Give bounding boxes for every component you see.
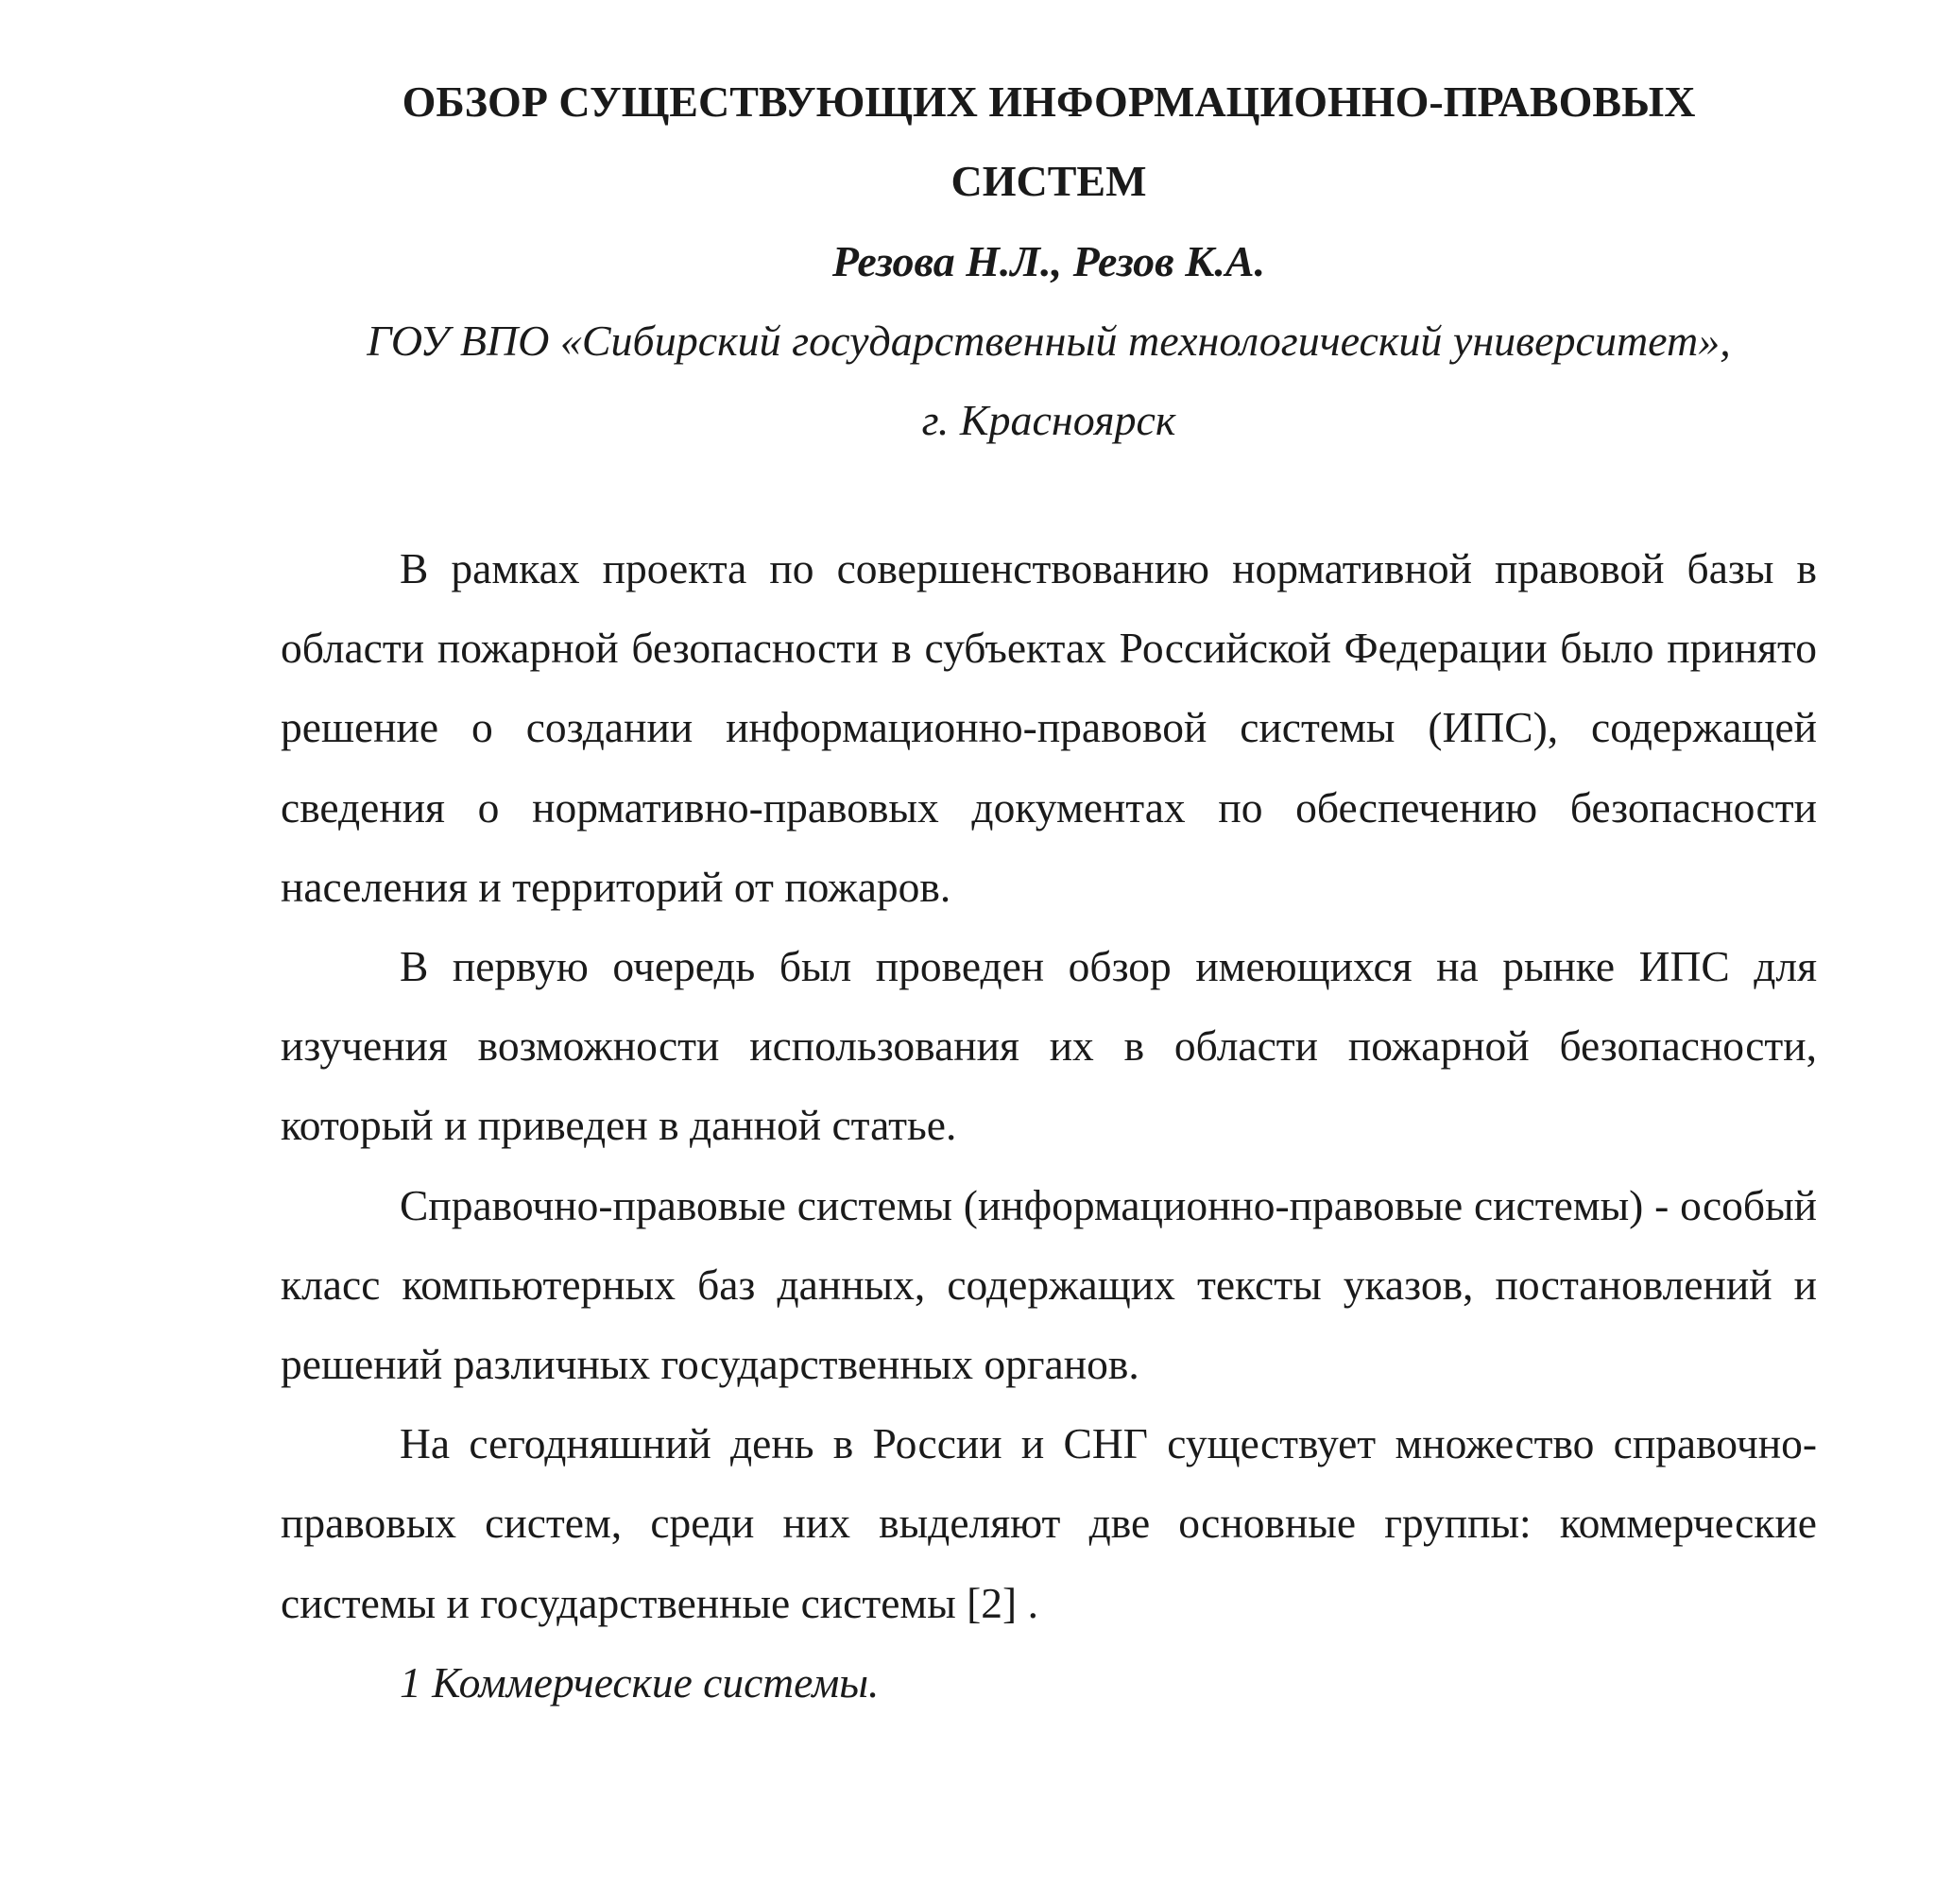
- article-title-line-1: ОБЗОР СУЩЕСТВУЮЩИХ ИНФОРМАЦИОННО-ПРАВОВЫХ: [402, 77, 1696, 126]
- affiliation-line-2: г. Красноярск: [921, 396, 1176, 444]
- affiliation-line-1: ГОУ ВПО «Сибирский государственный технологический университет»,: [367, 317, 1731, 365]
- article-authors: Резова Н.Л., Резов К.А.: [831, 237, 1266, 285]
- body-paragraph-3: Справочно-правовые системы (информационно-правовые системы) - особый класс компьютерных баз данных, содержащих тексты указов, постановлений и решений различных государственных органов.: [281, 1180, 1817, 1389]
- body-paragraph-2: В первую очередь был проведен обзор имеющихся на рынке ИПС для изучения возможности использования их в области пожарной безопасности, который и приведен в данной статье.: [281, 942, 1817, 1150]
- body-paragraph-4: На сегодняшний день в России и СНГ существует множество справочно-правовых систем, среди них выделяют две основные группы: коммерческие системы и государственные системы [2] .: [281, 1419, 1817, 1627]
- article-body: [281, 529, 1817, 1723]
- body-paragraph-1: В рамках проекта по совершенствованию нормативной правовой базы в области пожарной безопасности в субъектах Российской Федерации было принято решение о создании информационно-правовой системы (ИПС), содержащей сведения о нормативно-правовых документах по обеспечению безопасности населения и территорий от пожаров.: [281, 544, 1817, 911]
- section-heading: 1 Коммерческие системы.: [400, 1657, 880, 1707]
- article-title-line-2: СИСТЕМ: [950, 157, 1147, 205]
